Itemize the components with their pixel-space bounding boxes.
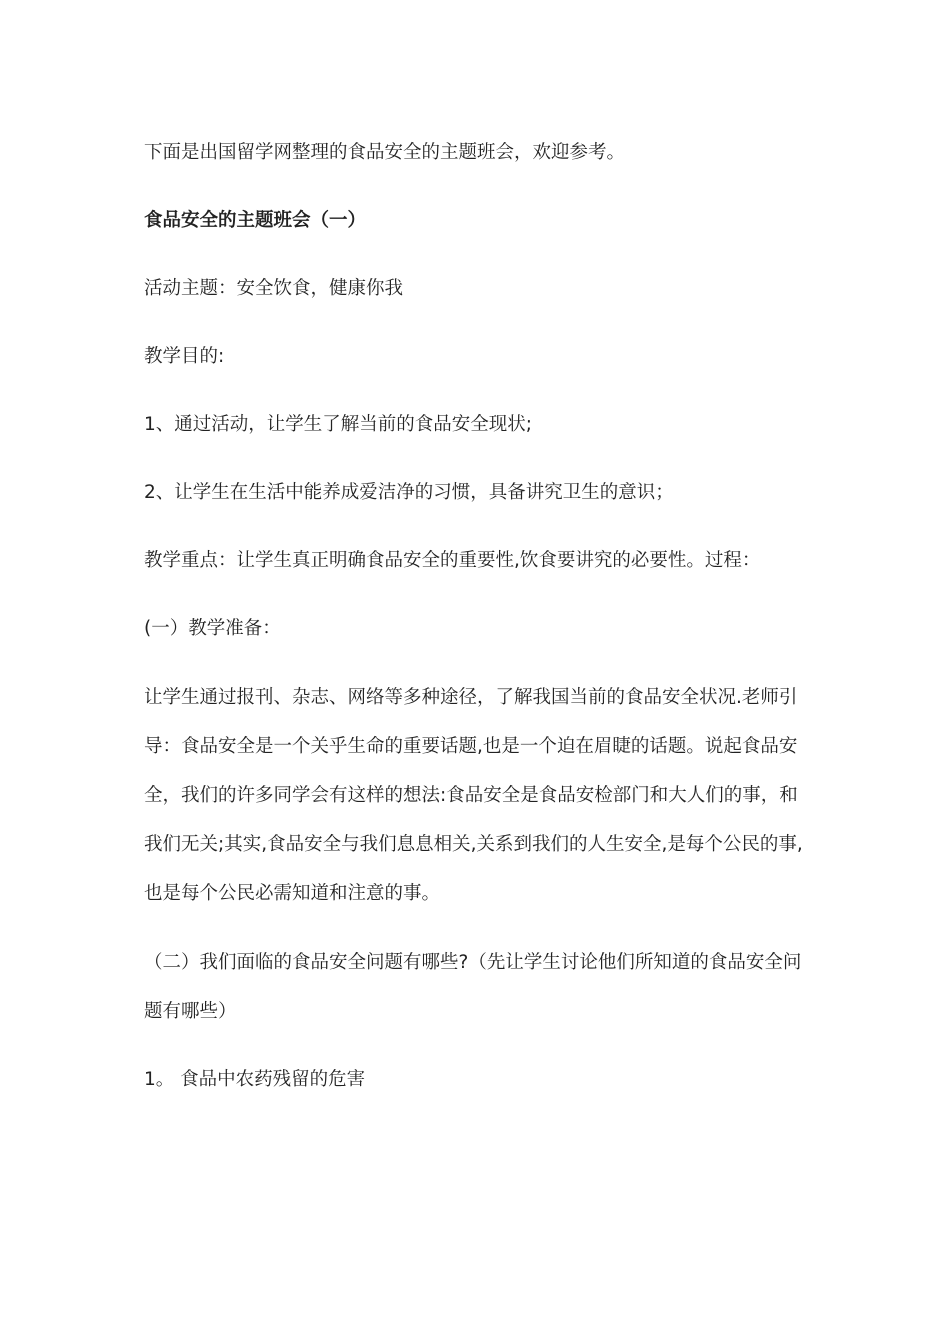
- preparation-heading: (一）教学准备：: [144, 618, 281, 639]
- preparation-paragraph: 让学生通过报刊、杂志、网络等多种途径，了解我国当前的食品安全状况.老师引导：食品安全是一个关乎生命的重要话题,也是一个迫在眉睫的话题。说起食品安全，我们的许多同学会有这样的想法:食品安全是食品安检部门和大人们的事，和我们无关;其实,食品安全与我们息息相关,关系到我们的人生安全,是每个公民的事,也是每个公民必需知道和注意的事。: [144, 687, 803, 904]
- goal-item-1: 1、通过活动，让学生了解当前的食品安全现状;: [144, 414, 533, 435]
- teaching-goals-label: 教学目的:: [144, 346, 225, 367]
- goal-item-2: 2、让学生在生活中能养成爱洁净的习惯，具备讲究卫生的意识；: [144, 482, 674, 503]
- activity-theme: 活动主题：安全饮食，健康你我: [144, 278, 404, 299]
- intro-paragraph: 下面是出国留学网整理的食品安全的主题班会，欢迎参考。: [144, 142, 626, 163]
- document-body: [144, 136, 809, 1131]
- section-heading: 食品安全的主题班会（一）: [144, 210, 367, 231]
- pesticide-item: 1。 食品中农药残留的危害: [144, 1069, 366, 1090]
- problems-paragraph: （二）我们面临的食品安全问题有哪些?（先让学生讨论他们所知道的食品安全问题有哪些）: [144, 952, 802, 1022]
- teaching-focus: 教学重点：让学生真正明确食品安全的重要性,饮食要讲究的必要性。过程：: [144, 550, 761, 571]
